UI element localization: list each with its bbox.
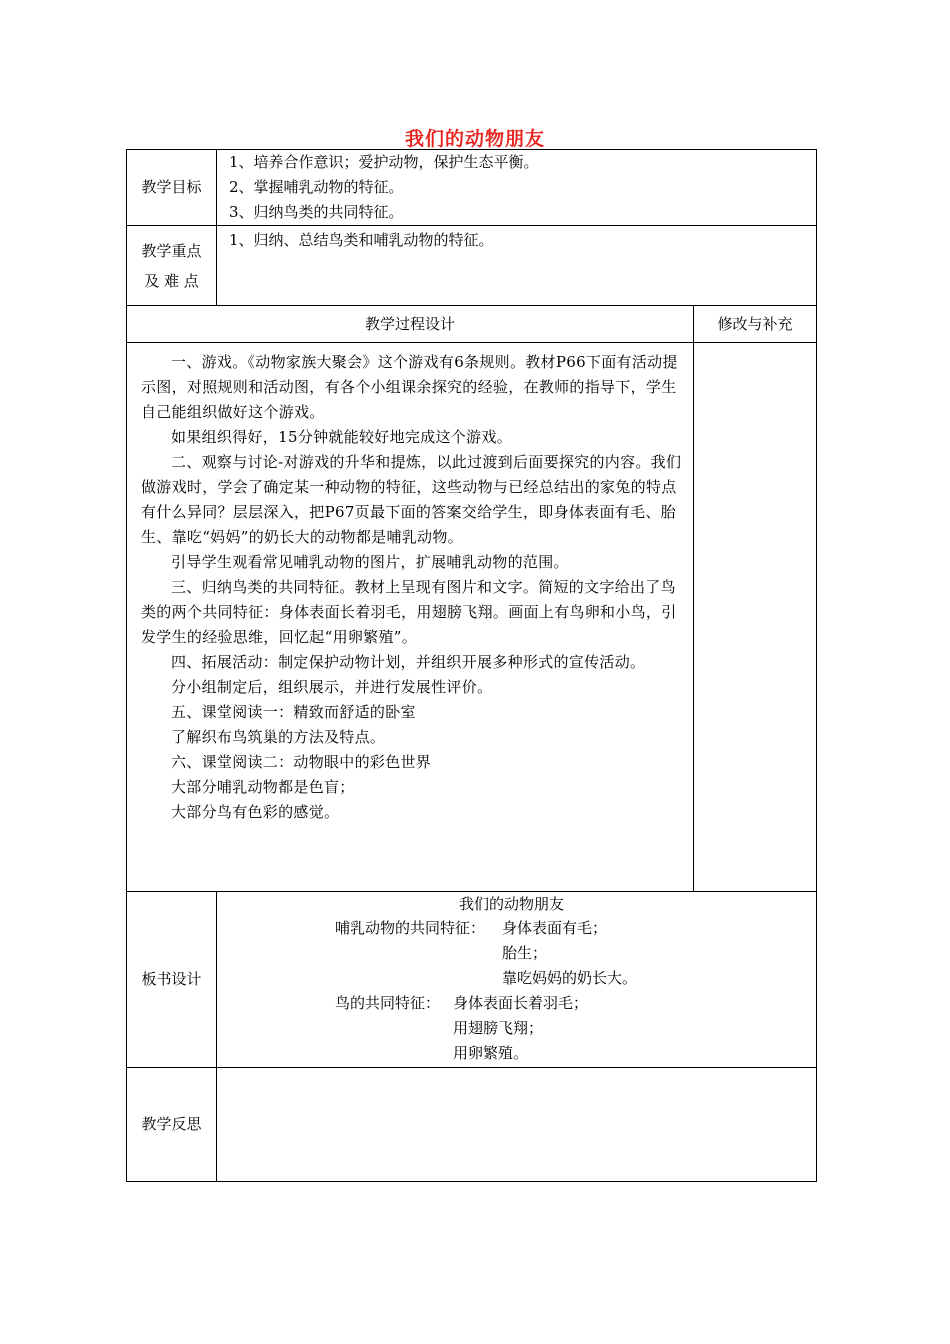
board-mammal-feature: 身体表面有毛；	[502, 919, 608, 937]
board-bird-feature: 用卵繁殖。	[453, 1044, 529, 1062]
keypoints-row	[127, 226, 817, 306]
board-bird-feature: 身体表面长着羽毛；	[453, 994, 589, 1012]
lesson-plan-table	[126, 149, 817, 1182]
goal-item: 3、归纳鸟类的共同特征。	[229, 203, 404, 221]
goals-content	[217, 150, 817, 226]
process-paragraph: 二、观察与讨论-对游戏的升华和提炼，以此过渡到后面要探究的内容。我们做游戏时，学会了确定某一种动物的特征，这些动物与已经总结出的家兔的特点有什么异同？层层深入，把P67页最下面的答案交给学生，即身体表面有毛、胎生、靠吃“妈妈”的奶长大的动物都是哺乳动物。	[141, 453, 682, 546]
board-label: 板书设计	[127, 892, 217, 1068]
process-content	[127, 343, 694, 892]
process-paragraph: 大部分哺乳动物都是色盲；	[171, 778, 355, 796]
keypoints-content	[217, 226, 817, 306]
board-bird-prefix: 鸟的共同特征：	[335, 994, 441, 1012]
process-row	[127, 343, 817, 892]
revision-cell	[694, 343, 817, 892]
keypoints-label-line: 及 难 点	[144, 271, 199, 290]
board-mammal-prefix: 哺乳动物的共同特征：	[335, 919, 486, 937]
process-paragraph: 四、拓展活动：制定保护动物计划，并组织开展多种形式的宣传活动。	[171, 653, 646, 671]
process-paragraph: 六、课堂阅读二：动物眼中的彩色世界	[171, 753, 432, 771]
process-paragraph: 了解织布鸟筑巢的方法及特点。	[171, 728, 386, 746]
keypoint-item: 1、归纳、总结鸟类和哺乳动物的特征。	[229, 231, 494, 249]
reflection-content	[217, 1068, 817, 1182]
reflection-label: 教学反思	[127, 1068, 217, 1182]
process-paragraph: 引导学生观看常见哺乳动物的图片，扩展哺乳动物的范围。	[171, 553, 569, 571]
goal-item: 2、掌握哺乳动物的特征。	[229, 178, 404, 196]
process-paragraph: 如果组织得好，15分钟就能较好地完成这个游戏。	[171, 428, 512, 446]
process-paragraph: 分小组制定后，组织展示，并进行发展性评价。	[171, 678, 493, 696]
process-paragraph: 大部分鸟有色彩的感觉。	[171, 803, 340, 821]
goals-label: 教学目标	[127, 150, 217, 226]
board-bird-feature: 用翅膀飞翔；	[453, 1019, 544, 1037]
process-paragraph: 五、课堂阅读一：精致而舒适的卧室	[171, 703, 416, 721]
keypoints-label-line: 教学重点	[141, 241, 202, 260]
goal-item: 1、培养合作意识；爱护动物，保护生态平衡。	[229, 153, 539, 171]
process-design-header: 教学过程设计	[127, 306, 694, 343]
board-mammal-feature: 靠吃妈妈的奶长大。	[502, 969, 638, 987]
process-paragraph: 三、归纳鸟类的共同特征。教材上呈现有图片和文字。简短的文字给出了鸟类的两个共同特征：身体表面长着羽毛，用翅膀飞翔。画面上有鸟卵和小鸟，引发学生的经验思维，回忆起“用卵繁殖”。	[141, 578, 677, 646]
board-row	[127, 892, 817, 1068]
process-paragraph: 一、游戏。《动物家族大聚会》这个游戏有6条规则。教材P66下面有活动提示图，对照规则和活动图，有各个小组课余探究的经验，在教师的指导下，学生自己能组织做好这个游戏。	[141, 353, 678, 421]
board-title: 我们的动物朋友	[459, 895, 565, 913]
process-header-row	[127, 306, 817, 343]
board-content	[217, 892, 817, 1068]
goals-row	[127, 150, 817, 226]
page-title: 我们的动物朋友	[404, 128, 545, 150]
keypoints-label	[127, 226, 217, 306]
revision-header: 修改与补充	[694, 306, 817, 343]
reflection-row	[127, 1068, 817, 1182]
board-mammal-feature: 胎生；	[502, 944, 548, 962]
